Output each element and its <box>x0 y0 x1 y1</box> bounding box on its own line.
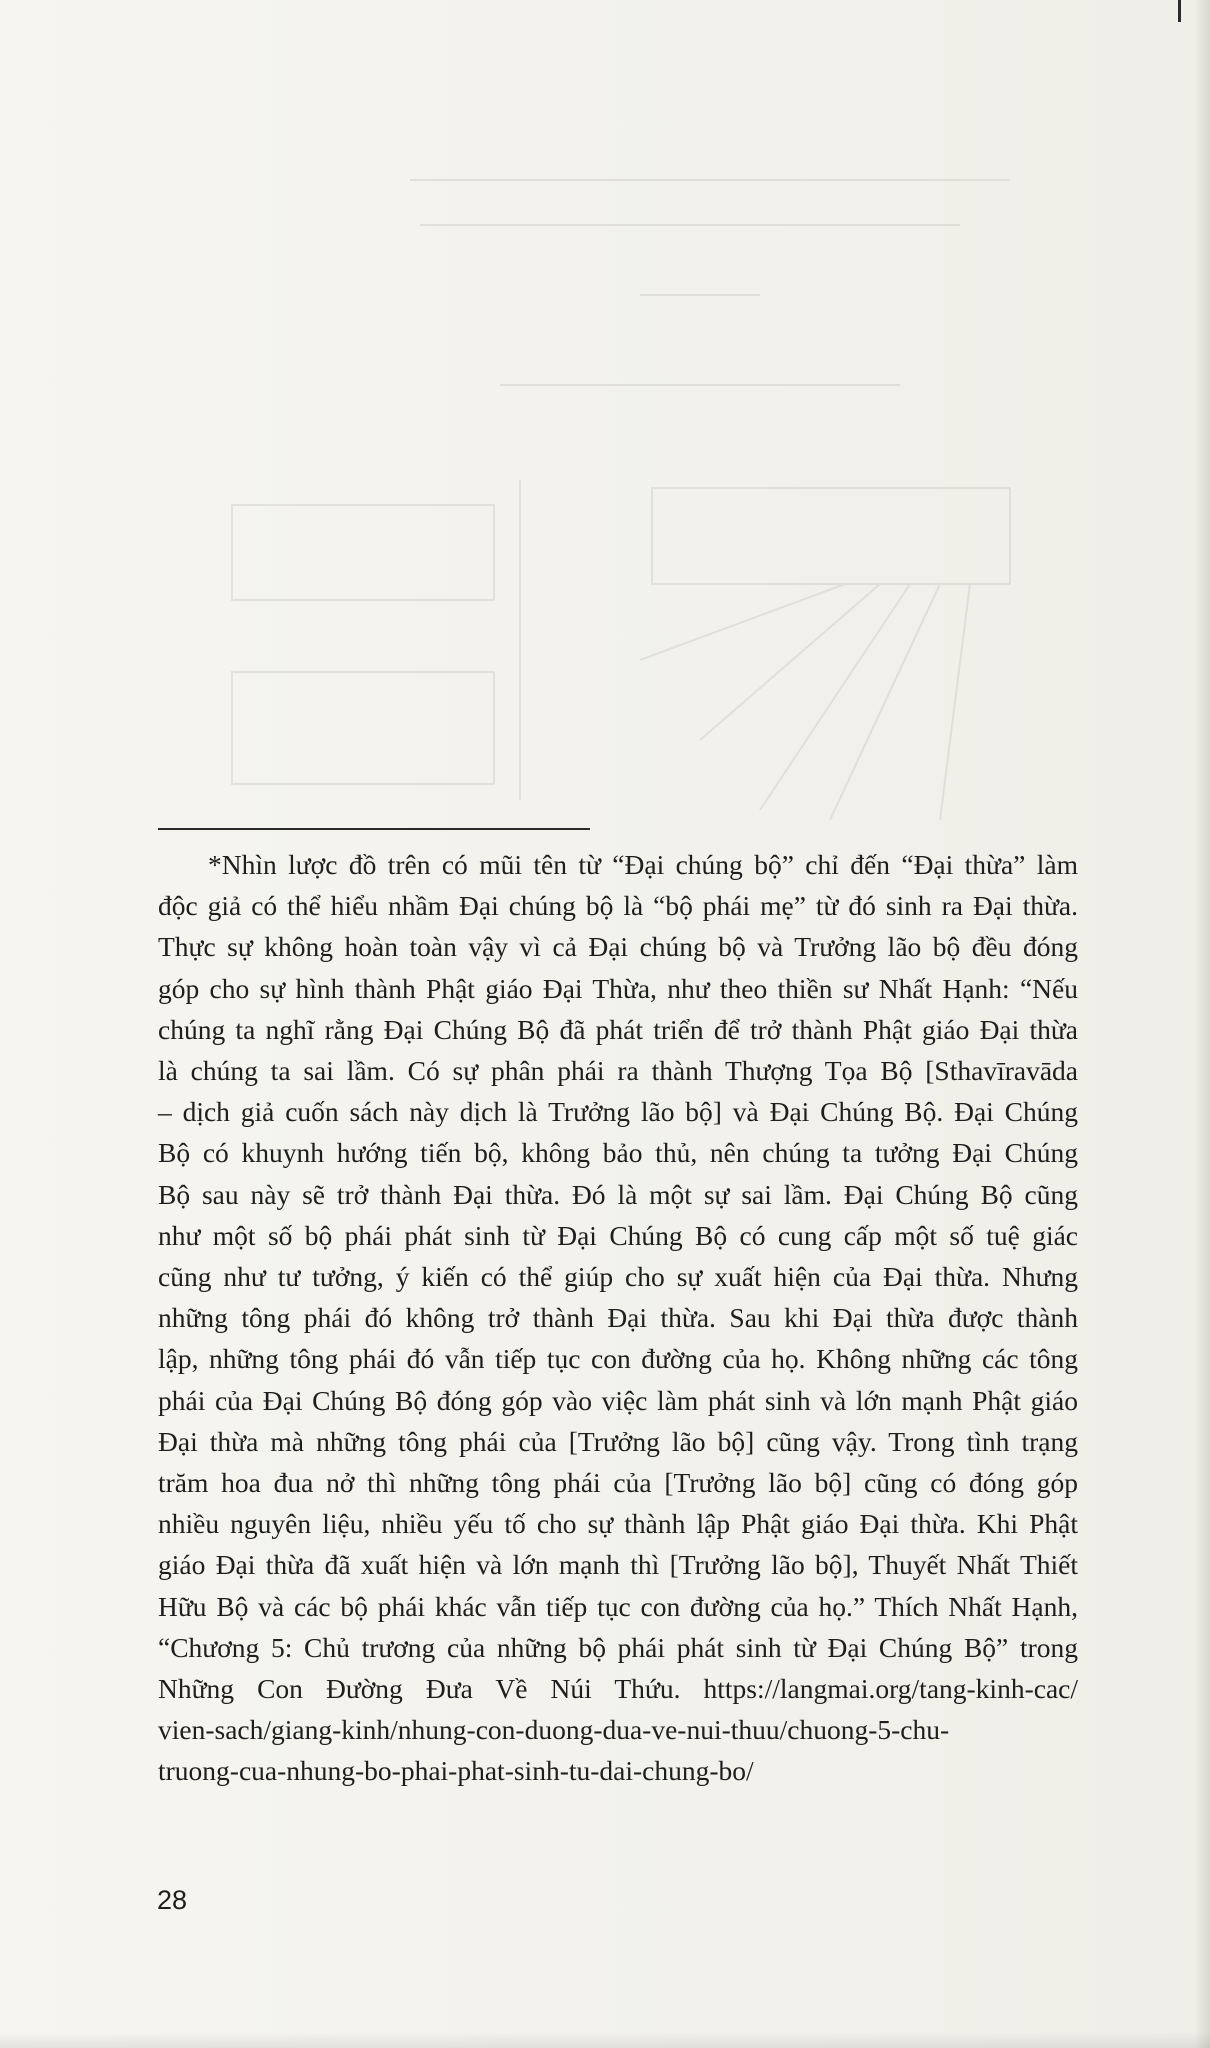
footnote-line: Đại thừa mà những tông phái của [Trưởng lão bộ] cũng vậy. Trong tình trạng <box>158 1425 1078 1457</box>
footnote-line-with-link: Những Con Đường Đưa Về Núi Thứu. https://langmai.org/tang-kinh-cac/ <box>158 1673 1078 1705</box>
footnote-text <box>158 844 1078 1792</box>
footnote-line: Bộ có khuynh hướng tiến bộ, không bảo thủ, nên chúng ta tưởng Đại Chúng <box>158 1137 1078 1169</box>
footnote-line: những tông phái đó không trở thành Đại thừa. Sau khi Đại thừa được thành <box>158 1302 1078 1334</box>
footnote-line-link: truong-cua-nhung-bo-phai-phat-sinh-tu-dai-chung-bo/ <box>158 1755 754 1787</box>
footnote-line: Bộ sau này sẽ trở thành Đại thừa. Đó là một sự sai lầm. Đại Chúng Bộ cũng <box>158 1178 1078 1210</box>
footnote-line: Thực sự không hoàn toàn vậy vì cả Đại chúng bộ và Trưởng lão bộ đều đóng <box>158 931 1078 963</box>
footnote-line: cũng như tư tưởng, ý kiến có thể giúp cho sự xuất hiện của Đại thừa. Nhưng <box>158 1261 1078 1293</box>
footnote-separator-rule <box>158 828 590 830</box>
footnote-line: như một số bộ phái phát sinh từ Đại Chúng Bộ có cung cấp một số tuệ giác <box>158 1219 1078 1251</box>
footnote-line: trăm hoa đua nở thì những tông phái của [Trưởng lão bộ] cũng có đóng góp <box>158 1467 1078 1499</box>
page-top-mark <box>1178 0 1181 22</box>
footnote-line: Hữu Bộ và các bộ phái khác vẫn tiếp tục con đường của họ.” Thích Nhất Hạnh, <box>158 1590 1078 1622</box>
footnote-line: *Nhìn lược đồ trên có mũi tên từ “Đại chúng bộ” chỉ đến “Đại thừa” làm <box>208 849 1078 880</box>
footnote-line: chúng ta nghĩ rằng Đại Chúng Bộ đã phát triển để trở thành Phật giáo Đại thừa <box>158 1013 1078 1045</box>
footnote-line: phái của Đại Chúng Bộ đóng góp vào việc làm phát sinh và lớn mạnh Phật giáo <box>158 1384 1078 1416</box>
page-bottom-shadow <box>0 2032 1210 2048</box>
footnote-line: góp cho sự hình thành Phật giáo Đại Thừa, như theo thiền sư Nhất Hạnh: “Nếu <box>158 972 1078 1004</box>
footnote-line: lập, những tông phái đó vẫn tiếp tục con đường của họ. Không những các tông <box>158 1343 1078 1375</box>
footnote-line: – dịch giả cuốn sách này dịch là Trưởng lão bộ] và Đại Chúng Bộ. Đại Chúng <box>158 1096 1078 1128</box>
footnote-line: giáo Đại thừa đã xuất hiện và lớn mạnh thì [Trưởng lão bộ], Thuyết Nhất Thiết <box>158 1549 1078 1581</box>
page-number: 28 <box>157 1885 188 1915</box>
footnote-line: độc giả có thể hiểu nhầm Đại chúng bộ là “bộ phái mẹ” từ đó sinh ra Đại thừa. <box>158 890 1078 922</box>
footnote-line-link: vien-sach/giang-kinh/nhung-con-duong-dua-ve-nui-thuu/chuong-5-chu- <box>158 1714 950 1746</box>
footnote-line: là chúng ta sai lầm. Có sự phân phái ra thành Thượng Tọa Bộ [Sthavīravāda <box>158 1055 1078 1087</box>
footnote-line: “Chương 5: Chủ trương của những bộ phái phát sinh từ Đại Chúng Bộ” trong <box>158 1631 1078 1663</box>
footnote-line: nhiều nguyên liệu, nhiều yếu tố cho sự thành lập Phật giáo Đại thừa. Khi Phật <box>158 1508 1078 1540</box>
page-right-edge <box>1196 0 1210 2048</box>
